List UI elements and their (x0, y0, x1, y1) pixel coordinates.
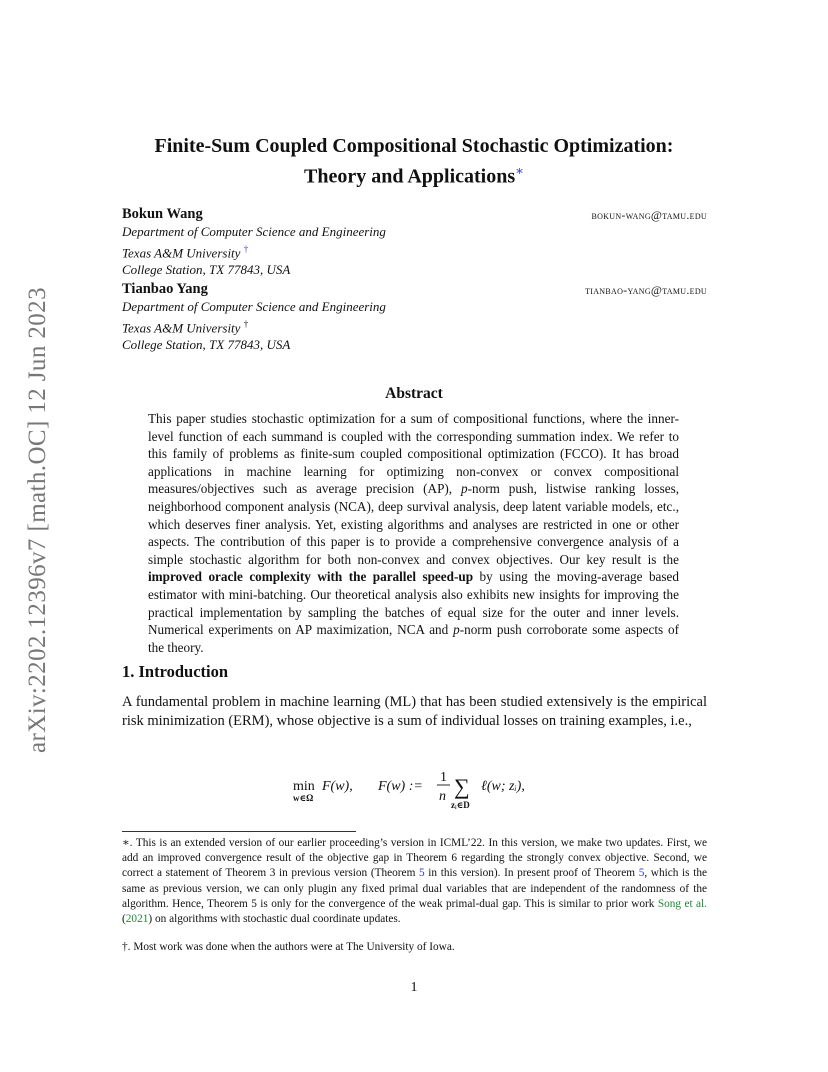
eq-min: min (293, 779, 315, 794)
abstract-text-4: -norm push corroborate some aspects of the theory. (148, 622, 679, 655)
author-city: College Station, TX 77843, USA (122, 262, 291, 278)
author-email: tianbao-yang@tamu.edu (585, 283, 707, 297)
eq-sum-subscript: zᵢ∈D (451, 800, 470, 810)
abstract-bold-result: improved oracle complexity with the parallel speed-up (148, 569, 474, 585)
title-text-1: Finite-Sum Coupled Compositional Stochastic Optimization: (154, 135, 674, 157)
page-number: 1 (410, 980, 418, 995)
footnote-text-d: on algorithms with stochastic dual coordinate updates. (154, 913, 401, 926)
eq-lhs1: F(w), (322, 779, 353, 794)
footnote-mark: †. (122, 941, 131, 953)
arxiv-side-identifier (18, 270, 58, 770)
footnote-text-b: in this version). In present proof of Theorem (428, 867, 636, 880)
footnote-text: Most work was done when the authors were at The University of Iowa. (133, 941, 455, 953)
author-department: Department of Computer Science and Engineering (122, 224, 386, 239)
footnote-dagger (122, 940, 707, 955)
abstract-italic-p: p (461, 481, 468, 497)
eq-fraction-denominator: n (439, 789, 446, 804)
paper-title-line-2 (0, 158, 828, 190)
eq-min-subscript: w∈Ω (293, 793, 314, 803)
author-university (122, 241, 386, 261)
citation-year-link[interactable]: 2021 (125, 913, 149, 926)
title-footnote-link[interactable]: ∗ (515, 163, 524, 178)
title-text-2: Theory and Applications (303, 165, 516, 188)
author-city: College Station, TX 77843, USA (122, 337, 291, 353)
university-text: Texas A&M University (122, 320, 241, 336)
eq-summation-sign: ∑ (454, 774, 470, 799)
theorem-link[interactable]: 5 (419, 867, 425, 880)
arxiv-id-text: arXiv:2202.12396v7 [math.OC] 12 Jun 2023 (24, 287, 51, 753)
abstract-text-2: -norm push, listwise ranking losses, neighborhood component analysis (NCA), deep survival analysis, deep latent variable models, etc., which deserves finer analysis. Yet, existing algorithms and analyses are restricted in one or other aspects. The contribution of this paper is to provide a comprehensive convergence analysis of a simple stochastic algorithm for both non-convex and convex objectives. Our key result is the (148, 481, 680, 567)
abstract-body (148, 410, 679, 656)
abstract-text-3: by using the moving-average based estimator with mini-batching. Our theoretical analysis also exhibits new insights for improving the practical implementation by sampling the batches of equal size for the outer and inner levels. Numerical experiments on AP maximization, NCA and (148, 569, 679, 638)
equation-svg (0, 768, 828, 814)
abstract-heading: Abstract (385, 385, 443, 402)
eq-rhs: ℓ(w; zᵢ), (481, 779, 525, 794)
paper-title-line-1 (0, 134, 828, 159)
erm-equation (0, 768, 828, 814)
author-block-1 (122, 206, 386, 278)
footnote-rule (122, 831, 356, 832)
university-text: Texas A&M University (122, 245, 241, 261)
dagger-footnote-link[interactable]: † (243, 244, 249, 254)
footnote-text-a: This is an extended version of our earlier proceeding’s version in ICML’22. In this version, we make two updates. First, we add an improved convergence result of the objective gap in Theorem 6 regarding the strongly convex objective. Second, we correct a statement of Theorem 3 in previous version (Theorem (122, 837, 707, 880)
author-university (122, 316, 386, 336)
citation-paren-open: ( (122, 913, 126, 926)
author-block-2 (122, 281, 386, 353)
abstract-text-1: This paper studies stochastic optimization for a sum of compositional functions, where the inner-level function of each summand is coupled with the corresponding summation index. We refer to this family of problems as finite-sum coupled compositional optimization (FCCO). It has broad applications in machine learning for optimizing non-convex or convex compositional measures/objectives such as average precision (AP), (148, 411, 679, 497)
eq-lhs2: F(w) := (378, 779, 423, 794)
footnote-star (122, 836, 707, 927)
footnote-mark: ∗. (122, 837, 133, 849)
citation-link[interactable]: Song et al. (657, 897, 707, 910)
citation-paren-close: ) (148, 913, 153, 926)
author-department: Department of Computer Science and Engineering (122, 299, 386, 314)
section-heading-introduction: 1. Introduction (122, 662, 229, 681)
author-email: bokun-wang@tamu.edu (591, 208, 707, 222)
author-name: Bokun Wang (122, 206, 203, 222)
footnote-text-c: , which is the same as previous version, we can only plugin any fixed primal dual variables that are independent of the randomness of the algorithm. Hence, Theorem 5 is only for the convergence of the weak primal-dual gap. This is similar to prior work (122, 867, 707, 910)
abstract-italic-p: p (453, 622, 460, 638)
dagger-mark: † (243, 319, 249, 329)
author-name: Tianbao Yang (122, 281, 208, 297)
introduction-paragraph: A fundamental problem in machine learning (ML) that has been studied extensively is the empirical risk minimization (ERM), whose objective is a sum of individual losses on training examples, i.e., (122, 694, 707, 729)
eq-fraction-numerator: 1 (440, 770, 447, 785)
theorem-link[interactable]: 5 (638, 867, 645, 880)
